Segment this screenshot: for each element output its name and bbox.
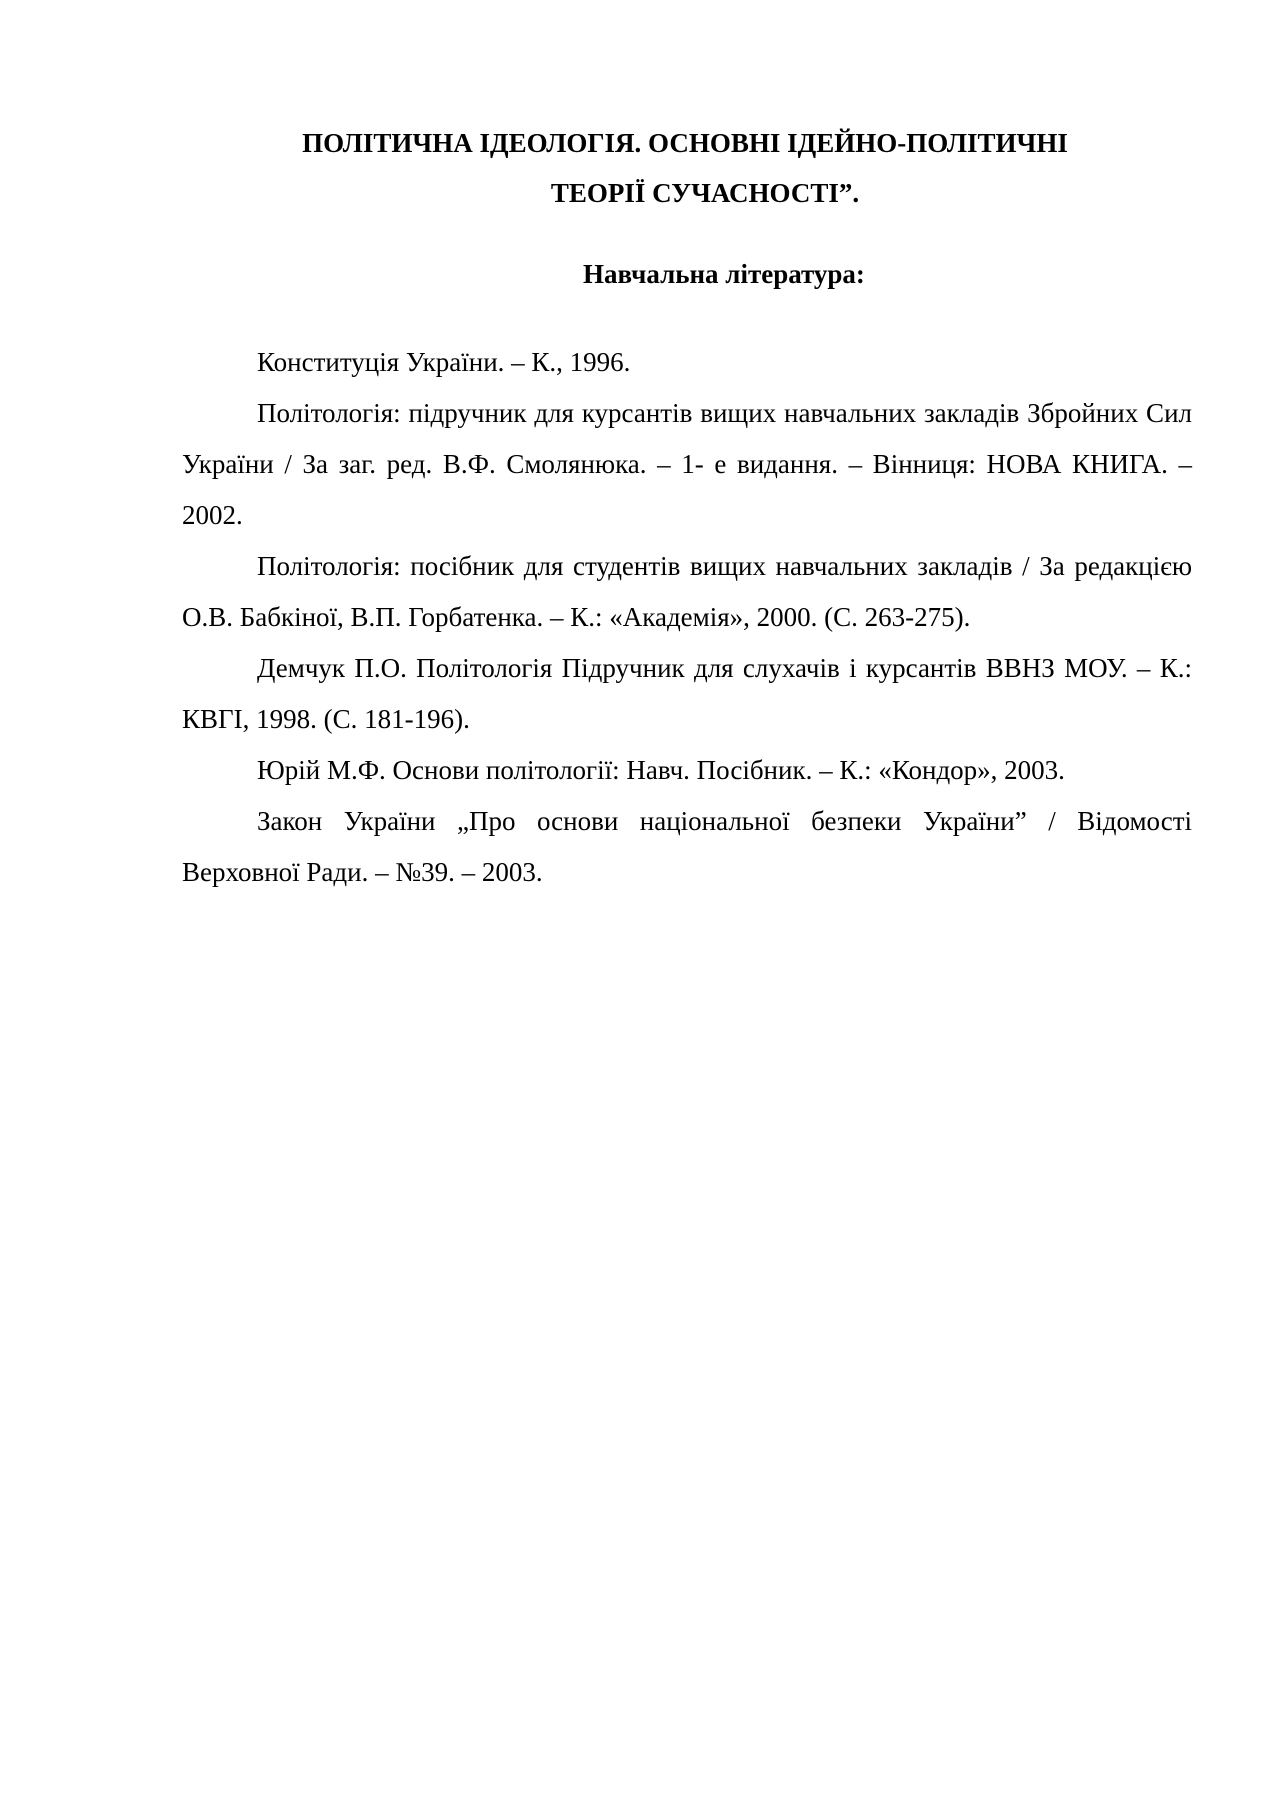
references-list xyxy=(182,337,1192,898)
reference-item: Юрій М.Ф. Основи політології: Навч. Посібник. – К.: «Кондор», 2003. xyxy=(257,755,1065,785)
document-title xyxy=(180,118,1190,218)
reference-item: Демчук П.О. Політологія Підручник для слухачів і курсантів ВВНЗ МОУ. – К.: КВГІ, 1998. (С. 181-196). xyxy=(182,653,1192,734)
reference-item: Політологія: підручник для курсантів вищих навчальних закладів Збройних Сил України / За заг. ред. В.Ф. Смолянюка. – 1- е видання. – Вінниця: НОВА КНИГА. – 2002. xyxy=(182,398,1192,530)
reference-item: Політологія: посібник для студентів вищих навчальних закладів / За редакцією О.В. Бабкіної, В.П. Горбатенка. – К.: «Академія», 2000. (С. 263-275). xyxy=(182,551,1192,632)
reference-item: Закон України „Про основи національної безпеки України” / Відомості Верховної Ради. – №39. – 2003. xyxy=(182,806,1192,887)
reference-item: Конституція України. – К., 1996. xyxy=(257,347,631,377)
title-line-1: ПОЛІТИЧНА ІДЕОЛОГІЯ. ОСНОВНІ ІДЕЙНО-ПОЛІТИЧНІ xyxy=(302,128,1068,158)
section-heading: Навчальна література: xyxy=(583,259,865,289)
title-line-2: ТЕОРІЇ СУЧАСНОСТІ”. xyxy=(550,178,860,208)
